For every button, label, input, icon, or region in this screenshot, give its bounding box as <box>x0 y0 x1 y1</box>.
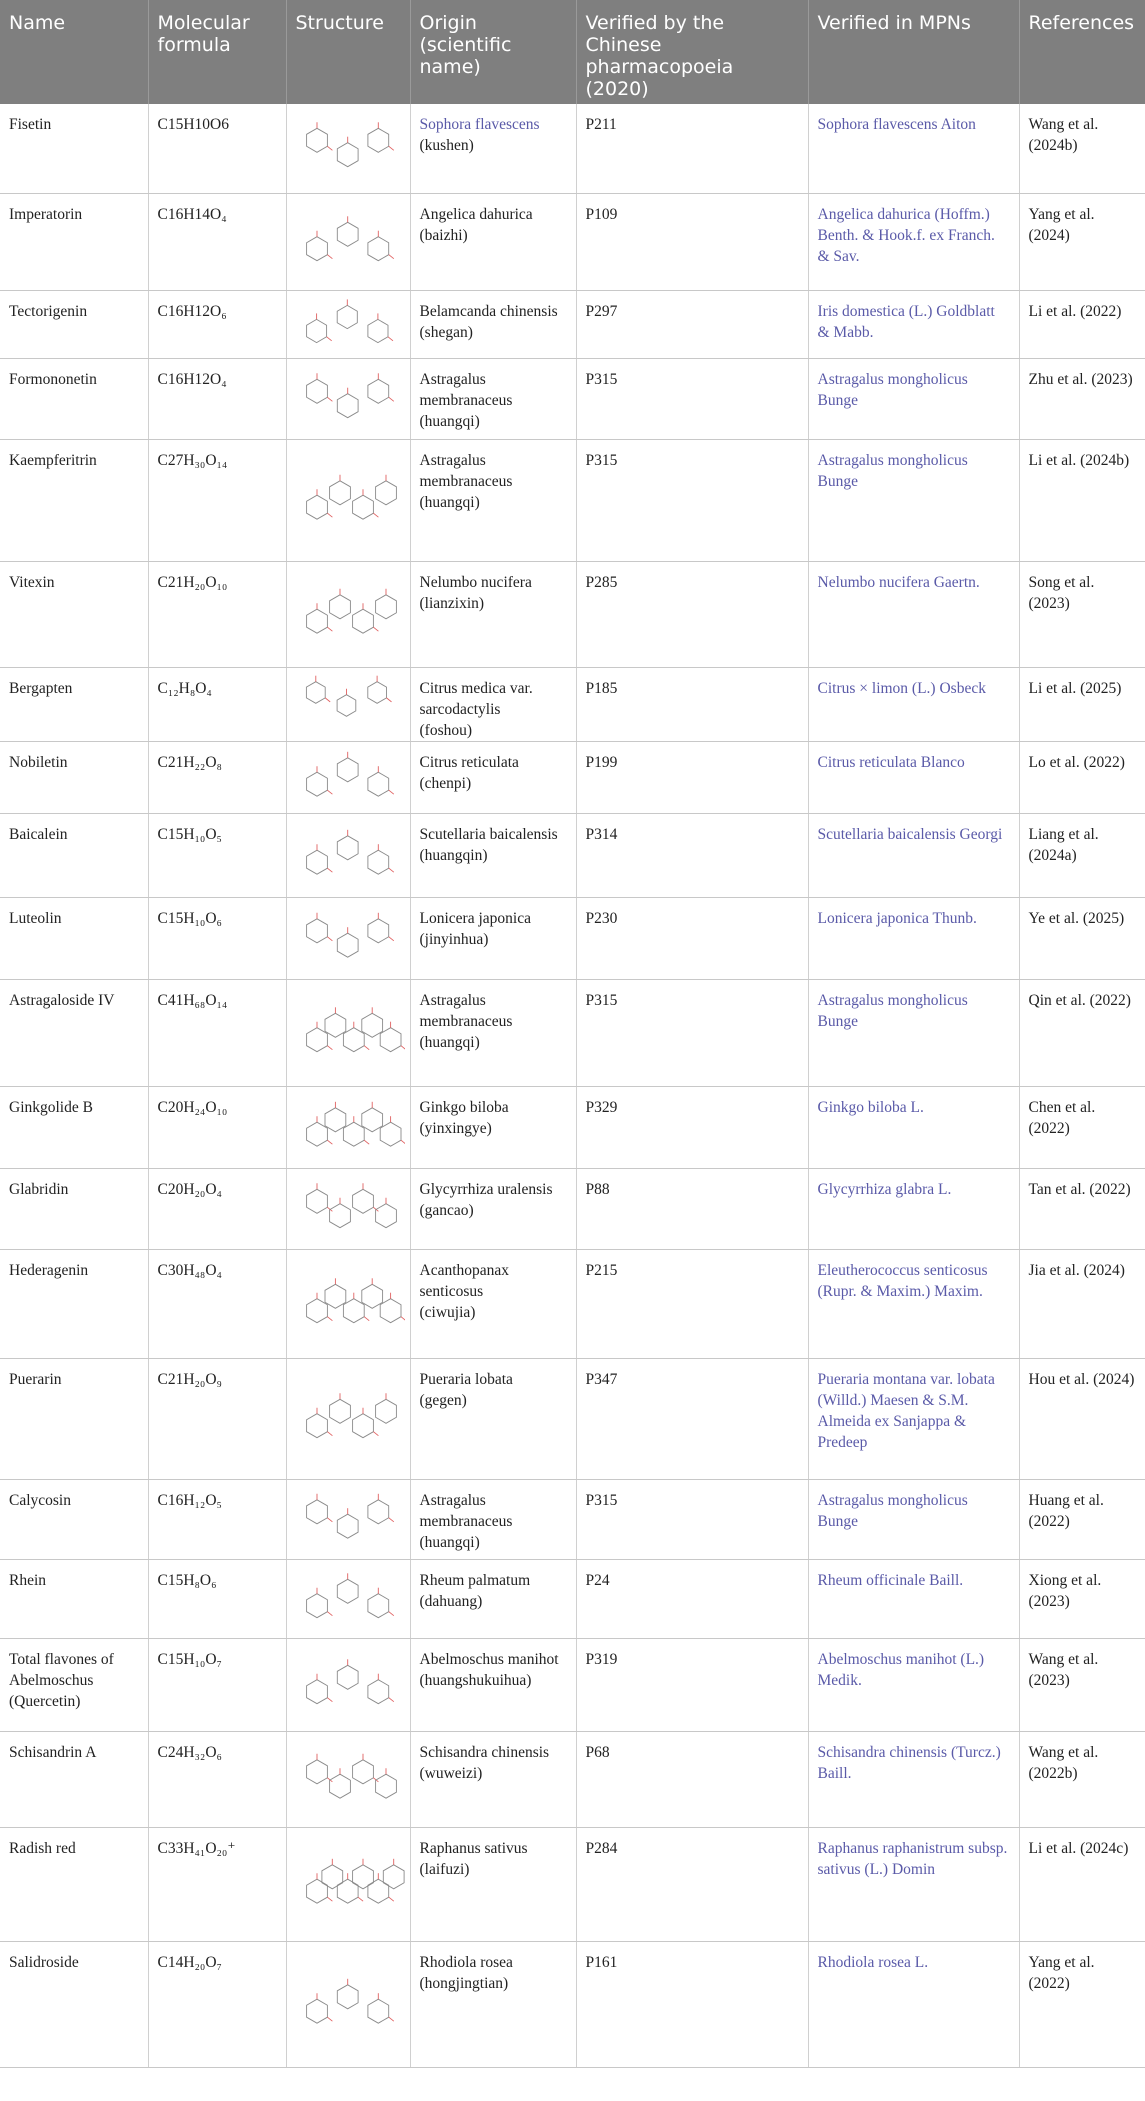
molecular-formula: C15H₁₀O₇ <box>148 1638 286 1731</box>
origin-cell <box>410 813 576 897</box>
origin-cell <box>410 1479 576 1559</box>
structure-image <box>286 813 410 897</box>
mpns-cell <box>808 1827 1019 1941</box>
origin-cell <box>410 1638 576 1731</box>
header-molecular-formula: Molecular formula <box>148 0 286 104</box>
structure-image <box>286 104 410 193</box>
table-row <box>0 741 1145 813</box>
structure-image <box>286 897 410 979</box>
molecular-formula: C41H₆₈O₁₄ <box>148 979 286 1086</box>
mpns-cell <box>808 1638 1019 1731</box>
origin-scientific-name: Citrus medica var. sarcodactylis <box>419 679 533 718</box>
origin-cell <box>410 290 576 358</box>
structure-image <box>286 290 410 358</box>
mpns-link[interactable]: Lonicera japonica Thunb. <box>817 909 977 927</box>
pharmacopoeia-page: P285 <box>576 561 808 667</box>
mpns-cell <box>808 358 1019 439</box>
origin-scientific-name: Nelumbo nucifera <box>419 573 532 591</box>
mpns-link[interactable]: Rheum officinale Baill. <box>817 1571 964 1589</box>
structure-image <box>286 1086 410 1168</box>
origin-common-name: (huangqi) <box>419 493 480 511</box>
mpns-cell <box>808 897 1019 979</box>
molecular-formula: C15H₁₀O₅ <box>148 813 286 897</box>
reference: Xiong et al. (2023) <box>1019 1559 1145 1638</box>
mpns-cell <box>808 1941 1019 2067</box>
table-row <box>0 897 1145 979</box>
structure-image <box>286 667 410 741</box>
pharmacopoeia-page: P329 <box>576 1086 808 1168</box>
origin-scientific-name: Astragalus membranaceus <box>419 451 513 490</box>
compound-name: Astragaloside IV <box>0 979 148 1086</box>
molecular-formula: C27H₃₀O₁₄ <box>148 439 286 561</box>
origin-scientific-name: Pueraria lobata <box>419 1370 513 1388</box>
origin-common-name: (yinxingye) <box>419 1119 492 1137</box>
mpns-link[interactable]: Angelica dahurica (Hoffm.) Benth. & Hook.f. ex Franch. & Sav. <box>817 205 995 265</box>
mpns-cell <box>808 1168 1019 1249</box>
mpns-link[interactable]: Glycyrrhiza glabra L. <box>817 1180 952 1198</box>
origin-scientific-name: Lonicera japonica <box>419 909 531 927</box>
pharmacopoeia-page: P215 <box>576 1249 808 1358</box>
origin-cell <box>410 1249 576 1358</box>
origin-scientific-name: Glycyrrhiza uralensis <box>419 1180 553 1198</box>
structure-image <box>286 1479 410 1559</box>
origin-cell <box>410 561 576 667</box>
structure-image <box>286 1827 410 1941</box>
mpns-link[interactable]: Citrus × limon (L.) Osbeck <box>817 679 986 697</box>
origin-cell <box>410 1559 576 1638</box>
origin-common-name: (huangqi) <box>419 1033 480 1051</box>
reference: Lo et al. (2022) <box>1019 741 1145 813</box>
origin-cell <box>410 193 576 290</box>
origin-common-name: (gancao) <box>419 1201 474 1219</box>
reference: Huang et al. (2022) <box>1019 1479 1145 1559</box>
table-row <box>0 979 1145 1086</box>
origin-cell <box>410 104 576 193</box>
molecular-formula: C20H₂₀O₄ <box>148 1168 286 1249</box>
mpns-link[interactable]: Abelmoschus manihot (L.) Medik. <box>817 1650 985 1689</box>
origin-cell <box>410 358 576 439</box>
compound-name: Tectorigenin <box>0 290 148 358</box>
pharmacopoeia-page: P284 <box>576 1827 808 1941</box>
header-structure: Structure <box>286 0 410 104</box>
origin-scientific-name: Rhodiola rosea <box>419 1953 513 1971</box>
molecular-formula: C16H12O₆ <box>148 290 286 358</box>
compound-name: Formononetin <box>0 358 148 439</box>
compound-name: Calycosin <box>0 1479 148 1559</box>
molecular-formula: C33H₄₁O₂₀⁺ <box>148 1827 286 1941</box>
origin-cell <box>410 897 576 979</box>
mpns-cell <box>808 813 1019 897</box>
molecular-formula: C30H₄₈O₄ <box>148 1249 286 1358</box>
origin-scientific-name: Astragalus membranaceus <box>419 991 513 1030</box>
table-row <box>0 1559 1145 1638</box>
mpns-link[interactable]: Astragalus mongholicus Bunge <box>817 991 968 1030</box>
origin-cell <box>410 1941 576 2067</box>
structure-image <box>286 1358 410 1479</box>
mpns-link[interactable]: Pueraria montana var. lobata (Willd.) Maesen & S.M. Almeida ex Sanjappa & Predeep <box>817 1370 995 1451</box>
origin-common-name: (hongjingtian) <box>419 1974 509 1992</box>
table-row <box>0 290 1145 358</box>
reference: Tan et al. (2022) <box>1019 1168 1145 1249</box>
table-row <box>0 358 1145 439</box>
compound-name: Salidroside <box>0 1941 148 2067</box>
mpns-cell <box>808 979 1019 1086</box>
reference: Wang et al. (2024b) <box>1019 104 1145 193</box>
origin-scientific-name[interactable]: Sophora flavescens <box>419 116 540 133</box>
origin-common-name: (kushen) <box>419 137 474 154</box>
header-row <box>0 0 1145 104</box>
origin-cell <box>410 979 576 1086</box>
reference: Ye et al. (2025) <box>1019 897 1145 979</box>
origin-common-name: (jinyinhua) <box>419 930 489 948</box>
molecular-formula: C15H₈O₆ <box>148 1559 286 1638</box>
table-row <box>0 193 1145 290</box>
mpns-cell <box>808 1358 1019 1479</box>
compound-name: Schisandrin A <box>0 1731 148 1827</box>
origin-scientific-name: Astragalus membranaceus <box>419 1491 513 1530</box>
origin-cell <box>410 741 576 813</box>
pharmacopoeia-page: P211 <box>576 104 808 193</box>
molecular-formula: C₁₂H₈O₄ <box>148 667 286 741</box>
mpns-cell <box>808 667 1019 741</box>
table-row <box>0 1941 1145 2067</box>
mpns-link[interactable]: Astragalus mongholicus Bunge <box>817 370 968 409</box>
structure-image <box>286 1638 410 1731</box>
compound-name: Puerarin <box>0 1358 148 1479</box>
mpns-cell <box>808 104 1019 193</box>
table-row <box>0 1249 1145 1358</box>
molecular-formula: C16H14O₄ <box>148 193 286 290</box>
reference: Jia et al. (2024) <box>1019 1249 1145 1358</box>
mpns-cell <box>808 1479 1019 1559</box>
compound-name: Glabridin <box>0 1168 148 1249</box>
mpns-cell <box>808 290 1019 358</box>
compound-name: Vitexin <box>0 561 148 667</box>
structure-image <box>286 1731 410 1827</box>
origin-cell <box>410 1168 576 1249</box>
origin-cell <box>410 667 576 741</box>
structure-image <box>286 1559 410 1638</box>
reference: Li et al. (2025) <box>1019 667 1145 741</box>
mpns-link[interactable]: Astragalus mongholicus Bunge <box>817 1491 968 1530</box>
compound-name: Bergapten <box>0 667 148 741</box>
structure-image <box>286 439 410 561</box>
pharmacopoeia-page: P315 <box>576 439 808 561</box>
reference: Hou et al. (2024) <box>1019 1358 1145 1479</box>
mpns-link[interactable]: Nelumbo nucifera Gaertn. <box>817 573 980 591</box>
pharmacopoeia-page: P315 <box>576 979 808 1086</box>
origin-scientific-name: Acanthopanax senticosus <box>419 1261 510 1300</box>
table-row <box>0 104 1145 193</box>
molecular-formula: C14H₂₀O₇ <box>148 1941 286 2067</box>
mpns-cell <box>808 1249 1019 1358</box>
origin-common-name: (shegan) <box>419 323 473 341</box>
pharmacopoeia-page: P297 <box>576 290 808 358</box>
table-row <box>0 1827 1145 1941</box>
pharmacopoeia-page: P109 <box>576 193 808 290</box>
table-row <box>0 1638 1145 1731</box>
mpns-link[interactable]: Iris domestica (L.) Goldblatt & Mabb. <box>817 302 995 341</box>
mpns-link[interactable]: Sophora flavescens Aiton <box>817 116 976 133</box>
pharmacopoeia-page: P314 <box>576 813 808 897</box>
molecular-formula: C15H10O6 <box>148 104 286 193</box>
origin-scientific-name: Ginkgo biloba <box>419 1098 509 1116</box>
origin-cell <box>410 1731 576 1827</box>
mpns-link[interactable]: Eleutherococcus senticosus (Rupr. & Maxim.) Maxim. <box>817 1261 988 1300</box>
reference: Yang et al. (2022) <box>1019 1941 1145 2067</box>
structure-image <box>286 561 410 667</box>
origin-cell <box>410 1358 576 1479</box>
origin-scientific-name: Scutellaria baicalensis <box>419 825 558 843</box>
mpns-cell <box>808 561 1019 667</box>
molecular-formula: C21H₂₀O₁₀ <box>148 561 286 667</box>
molecular-formula: C16H₁₂O₅ <box>148 1479 286 1559</box>
reference: Zhu et al. (2023) <box>1019 358 1145 439</box>
pharmacopoeia-page: P315 <box>576 1479 808 1559</box>
compound-name: Kaempferitrin <box>0 439 148 561</box>
structure-image <box>286 193 410 290</box>
compound-name: Nobiletin <box>0 741 148 813</box>
reference: Wang et al. (2023) <box>1019 1638 1145 1731</box>
compound-name: Baicalein <box>0 813 148 897</box>
pharmacopoeia-page: P88 <box>576 1168 808 1249</box>
origin-common-name: (lianzixin) <box>419 594 485 612</box>
molecular-formula: C24H₃₂O₆ <box>148 1731 286 1827</box>
mpns-cell <box>808 1086 1019 1168</box>
reference: Li et al. (2024b) <box>1019 439 1145 561</box>
molecular-formula: C21H₂₀O₉ <box>148 1358 286 1479</box>
table-row <box>0 667 1145 741</box>
mpns-cell <box>808 1559 1019 1638</box>
compound-name: Radish red <box>0 1827 148 1941</box>
pharmacopoeia-page: P24 <box>576 1559 808 1638</box>
mpns-link[interactable]: Astragalus mongholicus Bunge <box>817 451 968 490</box>
pharmacopoeia-page: P230 <box>576 897 808 979</box>
molecular-formula: C21H₂₂O₈ <box>148 741 286 813</box>
pharmacopoeia-page: P68 <box>576 1731 808 1827</box>
mpns-cell <box>808 1731 1019 1827</box>
origin-cell <box>410 1827 576 1941</box>
structure-image <box>286 358 410 439</box>
mpns-cell <box>808 741 1019 813</box>
header-mpns: Verified in MPNs <box>808 0 1019 104</box>
header-pharmacopoeia: Verified by the Chinese pharmacopoeia (2020) <box>576 0 808 104</box>
reference: Wang et al. (2022b) <box>1019 1731 1145 1827</box>
origin-common-name: (wuweizi) <box>419 1764 483 1782</box>
origin-common-name: (laifuzi) <box>419 1860 470 1878</box>
header-references: References <box>1019 0 1145 104</box>
molecular-formula: C16H12O₄ <box>148 358 286 439</box>
compound-name: Luteolin <box>0 897 148 979</box>
origin-common-name: (dahuang) <box>419 1592 483 1610</box>
compound-name: Fisetin <box>0 104 148 193</box>
table-row <box>0 1168 1145 1249</box>
table-body <box>0 104 1145 2067</box>
table-row <box>0 1479 1145 1559</box>
origin-scientific-name: Belamcanda chinensis <box>419 302 558 320</box>
reference: Chen et al. (2022) <box>1019 1086 1145 1168</box>
reference: Qin et al. (2022) <box>1019 979 1145 1086</box>
pharmacopoeia-page: P199 <box>576 741 808 813</box>
compound-name: Rhein <box>0 1559 148 1638</box>
table-row <box>0 1086 1145 1168</box>
mpns-link[interactable]: Schisandra chinensis (Turcz.) Baill. <box>817 1743 1001 1782</box>
origin-common-name: (baizhi) <box>419 226 468 244</box>
mpns-cell <box>808 439 1019 561</box>
header-name: Name <box>0 0 148 104</box>
structure-image <box>286 979 410 1086</box>
origin-scientific-name: Abelmoschus manihot <box>419 1650 559 1668</box>
origin-common-name: (huangshukuihua) <box>419 1671 532 1689</box>
origin-common-name: (huangqi) <box>419 1533 480 1551</box>
header-origin: Origin (scientific name) <box>410 0 576 104</box>
origin-common-name: (gegen) <box>419 1391 467 1409</box>
table-row <box>0 1731 1145 1827</box>
table-row <box>0 1358 1145 1479</box>
structure-image <box>286 1168 410 1249</box>
pharmacopoeia-page: P185 <box>576 667 808 741</box>
pharmacopoeia-page: P319 <box>576 1638 808 1731</box>
structure-image <box>286 1941 410 2067</box>
reference: Li et al. (2022) <box>1019 290 1145 358</box>
mpns-link[interactable]: Raphanus raphanistrum subsp. sativus (L.) Domin <box>817 1839 1008 1878</box>
table-row <box>0 439 1145 561</box>
origin-scientific-name: Schisandra chinensis <box>419 1743 550 1761</box>
compound-name: Hederagenin <box>0 1249 148 1358</box>
pharmacopoeia-page: P347 <box>576 1358 808 1479</box>
origin-scientific-name: Raphanus sativus <box>419 1839 528 1857</box>
reference: Li et al. (2024c) <box>1019 1827 1145 1941</box>
table-row <box>0 561 1145 667</box>
molecular-formula: C15H₁₀O₆ <box>148 897 286 979</box>
pharmacopoeia-page: P315 <box>576 358 808 439</box>
reference: Song et al. (2023) <box>1019 561 1145 667</box>
molecular-formula: C20H₂₄O₁₀ <box>148 1086 286 1168</box>
structure-image <box>286 1249 410 1358</box>
origin-common-name: (huangqin) <box>419 846 488 864</box>
origin-common-name: (huangqi) <box>419 412 480 430</box>
mpns-link[interactable]: Citrus reticulata Blanco <box>817 753 965 771</box>
origin-scientific-name: Citrus reticulata <box>419 753 519 771</box>
origin-scientific-name: Astragalus membranaceus <box>419 370 513 409</box>
reference: Yang et al. (2024) <box>1019 193 1145 290</box>
compound-name: Total flavones of Abelmoschus (Quercetin) <box>0 1638 148 1731</box>
table-row <box>0 813 1145 897</box>
reference: Liang et al. (2024a) <box>1019 813 1145 897</box>
mpns-link[interactable]: Ginkgo biloba L. <box>817 1098 924 1116</box>
origin-common-name: (chenpi) <box>419 774 472 792</box>
mpns-link[interactable]: Rhodiola rosea L. <box>817 1953 929 1971</box>
origin-cell <box>410 439 576 561</box>
origin-common-name: (foshou) <box>419 721 473 739</box>
mpns-link[interactable]: Scutellaria baicalensis Georgi <box>817 825 1003 843</box>
origin-scientific-name: Rheum palmatum <box>419 1571 531 1589</box>
mpns-cell <box>808 193 1019 290</box>
pharmacopoeia-page: P161 <box>576 1941 808 2067</box>
origin-scientific-name: Angelica dahurica <box>419 205 533 223</box>
origin-common-name: (ciwujia) <box>419 1303 476 1321</box>
compound-name: Imperatorin <box>0 193 148 290</box>
origin-cell <box>410 1086 576 1168</box>
compound-name: Ginkgolide B <box>0 1086 148 1168</box>
structure-image <box>286 741 410 813</box>
